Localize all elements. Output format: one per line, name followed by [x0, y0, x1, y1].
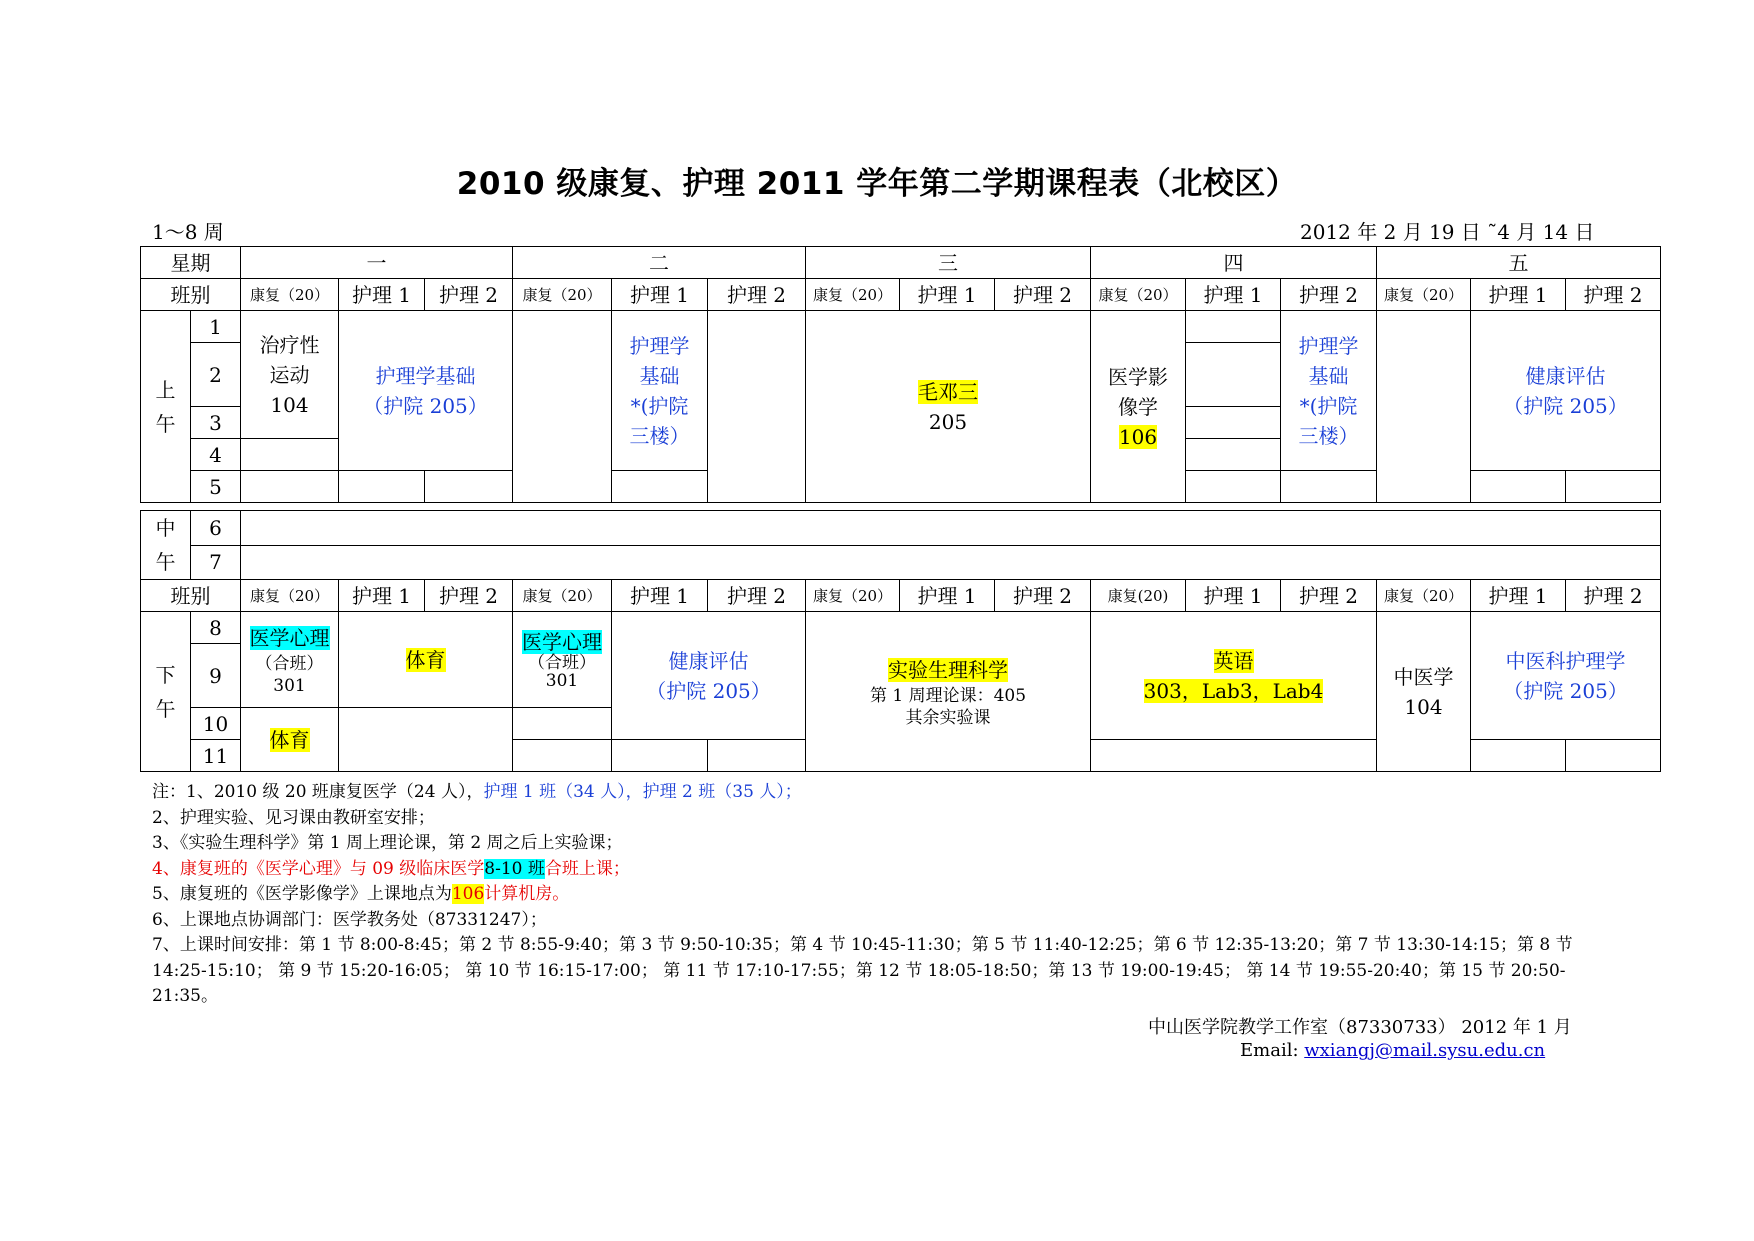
note-4: 4、康复班的《医学心理》与 09 级临床医学8-10 班合班上课； — [152, 858, 630, 879]
course-fri-nursing — [1471, 311, 1661, 471]
class-label: 班别 — [141, 279, 241, 311]
course-name: 中医学 — [1393, 664, 1454, 689]
group-h1: 护理 1 — [612, 279, 708, 311]
page-title: 2010 级康复、护理 2011 学年第二学期课程表（北校区） — [456, 166, 1298, 202]
course-room: （护院 205） — [646, 678, 771, 703]
empty-cell — [339, 708, 513, 772]
group-h1: 护理 1 — [339, 279, 425, 311]
group-kf: 康复（20） — [241, 580, 339, 612]
group-h2: 护理 2 — [995, 279, 1091, 311]
course-mon-kf-pm — [241, 612, 339, 708]
empty-cell — [708, 740, 806, 772]
empty-cell — [612, 740, 708, 772]
group-kf: 康复（20） — [513, 580, 612, 612]
empty-cell — [339, 471, 425, 503]
course-room: 104 — [1404, 694, 1443, 719]
course-name: 体育 — [269, 727, 310, 752]
empty-cell — [1186, 343, 1281, 407]
group-kf: 康复（20） — [806, 279, 900, 311]
period-num: 1 — [191, 311, 241, 343]
course-name: 医学心理 — [249, 625, 330, 650]
course-room: 301 — [545, 670, 579, 691]
group-kf: 康复（20） — [1377, 580, 1471, 612]
period-num: 7 — [191, 545, 241, 580]
note-6: 6、上课地点协调部门：医学教务处（87331247）； — [152, 909, 547, 930]
course-fri-kf-pm — [1377, 612, 1471, 772]
email-link[interactable]: wxiangj@mail.sysu.edu.cn — [1304, 1040, 1546, 1061]
empty-cell — [241, 471, 339, 503]
empty-cell — [1566, 740, 1661, 772]
course-note: 第 1 周理论课：405 — [869, 685, 1027, 706]
course-name: 英语 — [1213, 648, 1254, 673]
course-room: 303，Lab3，Lab4 — [1143, 678, 1324, 703]
group-h2: 护理 2 — [708, 580, 806, 612]
period-num: 10 — [191, 708, 241, 740]
noon-label: 中 午 — [141, 511, 191, 580]
empty-cell — [241, 545, 1661, 580]
course-thu-kf — [1091, 311, 1186, 503]
group-h2: 护理 2 — [708, 279, 806, 311]
course-name: 实验生理科学 — [888, 657, 1008, 682]
note-2: 2、护理实验、见习课由教研室安排； — [152, 807, 435, 828]
course-room: 106 — [1118, 424, 1158, 449]
course-note: （合班） — [528, 652, 596, 673]
course-name: 基础 — [639, 363, 680, 388]
period-num: 4 — [191, 439, 241, 471]
course-room: （护院 205） — [363, 393, 488, 418]
course-thu-pm — [1091, 612, 1377, 740]
course-mon-kf — [241, 311, 339, 439]
course-name: 毛邓三 — [918, 379, 978, 404]
period-num: 11 — [191, 740, 241, 772]
empty-cell — [425, 471, 513, 503]
course-fri-nursing-pm — [1471, 612, 1661, 740]
course-tue-h1 — [612, 311, 708, 471]
empty-cell — [612, 471, 708, 503]
group-kf: 康复（20） — [1377, 279, 1471, 311]
course-name: 运动 — [269, 362, 310, 387]
course-note: 其余实验课 — [905, 707, 991, 728]
period-row-7 — [141, 545, 1661, 580]
course-room: （护院 205） — [1503, 393, 1628, 418]
empty-cell — [241, 439, 339, 471]
email-label: Email: — [1240, 1040, 1305, 1061]
course-name: 中医科护理学 — [1505, 648, 1626, 673]
group-h1: 护理 1 — [1471, 279, 1566, 311]
footer-office: 中山医学院教学工作室（87330733） 2012 年 1 月 — [1148, 1017, 1572, 1038]
empty-cell — [1186, 311, 1281, 343]
course-tue-nursing-pm — [612, 612, 806, 740]
class-header-row-pm — [141, 580, 1661, 612]
weekday-label: 星期 — [141, 247, 241, 279]
course-wed — [806, 311, 1091, 503]
group-kf: 康复(20) — [1091, 580, 1186, 612]
empty-cell — [1471, 740, 1566, 772]
footer-email — [1240, 1040, 1545, 1061]
group-h1: 护理 1 — [1471, 580, 1566, 612]
day-mon: 一 — [241, 247, 513, 279]
course-mon-nursing-pm — [339, 612, 513, 708]
class-header-row-am — [141, 279, 1661, 311]
group-h2: 护理 2 — [995, 580, 1091, 612]
course-room: 104 — [270, 392, 309, 417]
group-h2: 护理 2 — [425, 279, 513, 311]
course-mon-nursing — [339, 311, 513, 471]
course-tue-kf-pm — [513, 612, 612, 708]
course-room: （护院 205） — [1503, 678, 1628, 703]
period-num: 3 — [191, 407, 241, 439]
course-name: 护理学 — [629, 333, 690, 358]
group-h1: 护理 1 — [1186, 279, 1281, 311]
course-room: *(护院 — [630, 393, 689, 418]
class-label: 班别 — [141, 580, 241, 612]
period-row-8 — [141, 612, 1661, 644]
empty-cell — [1377, 311, 1471, 503]
empty-cell — [513, 708, 612, 740]
empty-cell — [1471, 471, 1566, 503]
am-label: 上 午 — [141, 311, 191, 503]
note-3: 3、《实验生理科学》第 1 周上理论课，第 2 周之后上实验课； — [152, 833, 623, 853]
schedule-table-pm — [140, 510, 1661, 772]
day-wed: 三 — [806, 247, 1091, 279]
day-tue: 二 — [513, 247, 806, 279]
group-h2: 护理 2 — [1281, 580, 1377, 612]
note-7: 7、上课时间安排：第 1 节 8:00-8:45；第 2 节 8:55-9:40；第 3 节 9:50-10:35；第 4 节 10:45-11:30；第 5 节 11:40-12:25；第 6 节 12:35-13:20；第 7 节 13:30-14:15；第 8 节 14:25-15:10； 第 9 节 15:20-16:05； 第 10 节 16:15-17:00； 第 11 节 17:10-17:55；第 12 节 18:05-18:50；第 13 节 19:00-19:45； 第 14 节 19:55-20:40；第 15 节 20:50-21:35。 — [152, 935, 1573, 1006]
course-mon-kf-late — [241, 708, 339, 772]
week-range: 1～8 周 — [152, 220, 224, 244]
empty-cell — [1281, 471, 1377, 503]
group-h1: 护理 1 — [612, 580, 708, 612]
course-name: 护理学 — [1298, 333, 1359, 358]
period-num: 6 — [191, 511, 241, 546]
group-h1: 护理 1 — [900, 279, 995, 311]
group-h2: 护理 2 — [1566, 279, 1661, 311]
course-name: 体育 — [405, 647, 446, 672]
empty-cell — [1186, 407, 1281, 439]
group-kf: 康复（20） — [513, 279, 612, 311]
course-room: 205 — [928, 409, 968, 434]
schedule-table — [140, 246, 1661, 503]
group-h2: 护理 2 — [1566, 580, 1661, 612]
period-num: 9 — [191, 644, 241, 708]
group-h1: 护理 1 — [900, 580, 995, 612]
course-room: 三楼） — [629, 423, 690, 448]
course-name: 像学 — [1118, 394, 1158, 419]
empty-cell — [513, 740, 612, 772]
date-range: 2012 年 2 月 19 日 ˜4 月 14 日 — [1300, 220, 1595, 244]
weekday-header-row — [141, 247, 1661, 279]
course-note: （合班） — [255, 653, 324, 674]
empty-cell — [513, 311, 612, 503]
course-name: 健康评估 — [1525, 363, 1606, 388]
course-name: 基础 — [1308, 363, 1349, 388]
group-kf: 康复（20） — [241, 279, 339, 311]
period-num: 5 — [191, 471, 241, 503]
period-num: 2 — [191, 343, 241, 407]
pm-label: 下 午 — [141, 612, 191, 772]
empty-cell — [1566, 471, 1661, 503]
course-thu-h2 — [1281, 311, 1377, 471]
period-num: 8 — [191, 612, 241, 644]
course-name: 医学心理 — [522, 629, 602, 654]
course-name: 健康评估 — [668, 648, 749, 673]
notes — [152, 780, 1622, 1010]
note-5: 5、康复班的《医学影像学》上课地点为106计算机房。 — [152, 884, 570, 904]
empty-cell — [708, 311, 806, 503]
empty-cell — [241, 511, 1661, 546]
course-room: 三楼） — [1298, 423, 1359, 448]
group-h2: 护理 2 — [1281, 279, 1377, 311]
empty-cell — [1186, 471, 1281, 503]
period-row-1 — [141, 311, 1661, 343]
course-name: 治疗性 — [259, 332, 320, 357]
day-fri: 五 — [1377, 247, 1661, 279]
period-row-6 — [141, 511, 1661, 546]
note-1: 注：1、2010 级 20 班康复医学（24 人），护理 1 班（34 人），护理 2 班（35 人）； — [152, 782, 802, 802]
course-wed-pm — [806, 612, 1091, 772]
group-kf: 康复（20） — [806, 580, 900, 612]
day-thu: 四 — [1091, 247, 1377, 279]
course-room: *(护院 — [1299, 393, 1358, 418]
empty-cell — [1091, 740, 1377, 772]
group-h2: 护理 2 — [425, 580, 513, 612]
course-room: 301 — [273, 675, 306, 696]
group-h1: 护理 1 — [339, 580, 425, 612]
group-kf: 康复（20） — [1091, 279, 1186, 311]
course-name: 医学影 — [1108, 364, 1168, 389]
group-h1: 护理 1 — [1186, 580, 1281, 612]
course-name: 护理学基础 — [375, 363, 476, 388]
